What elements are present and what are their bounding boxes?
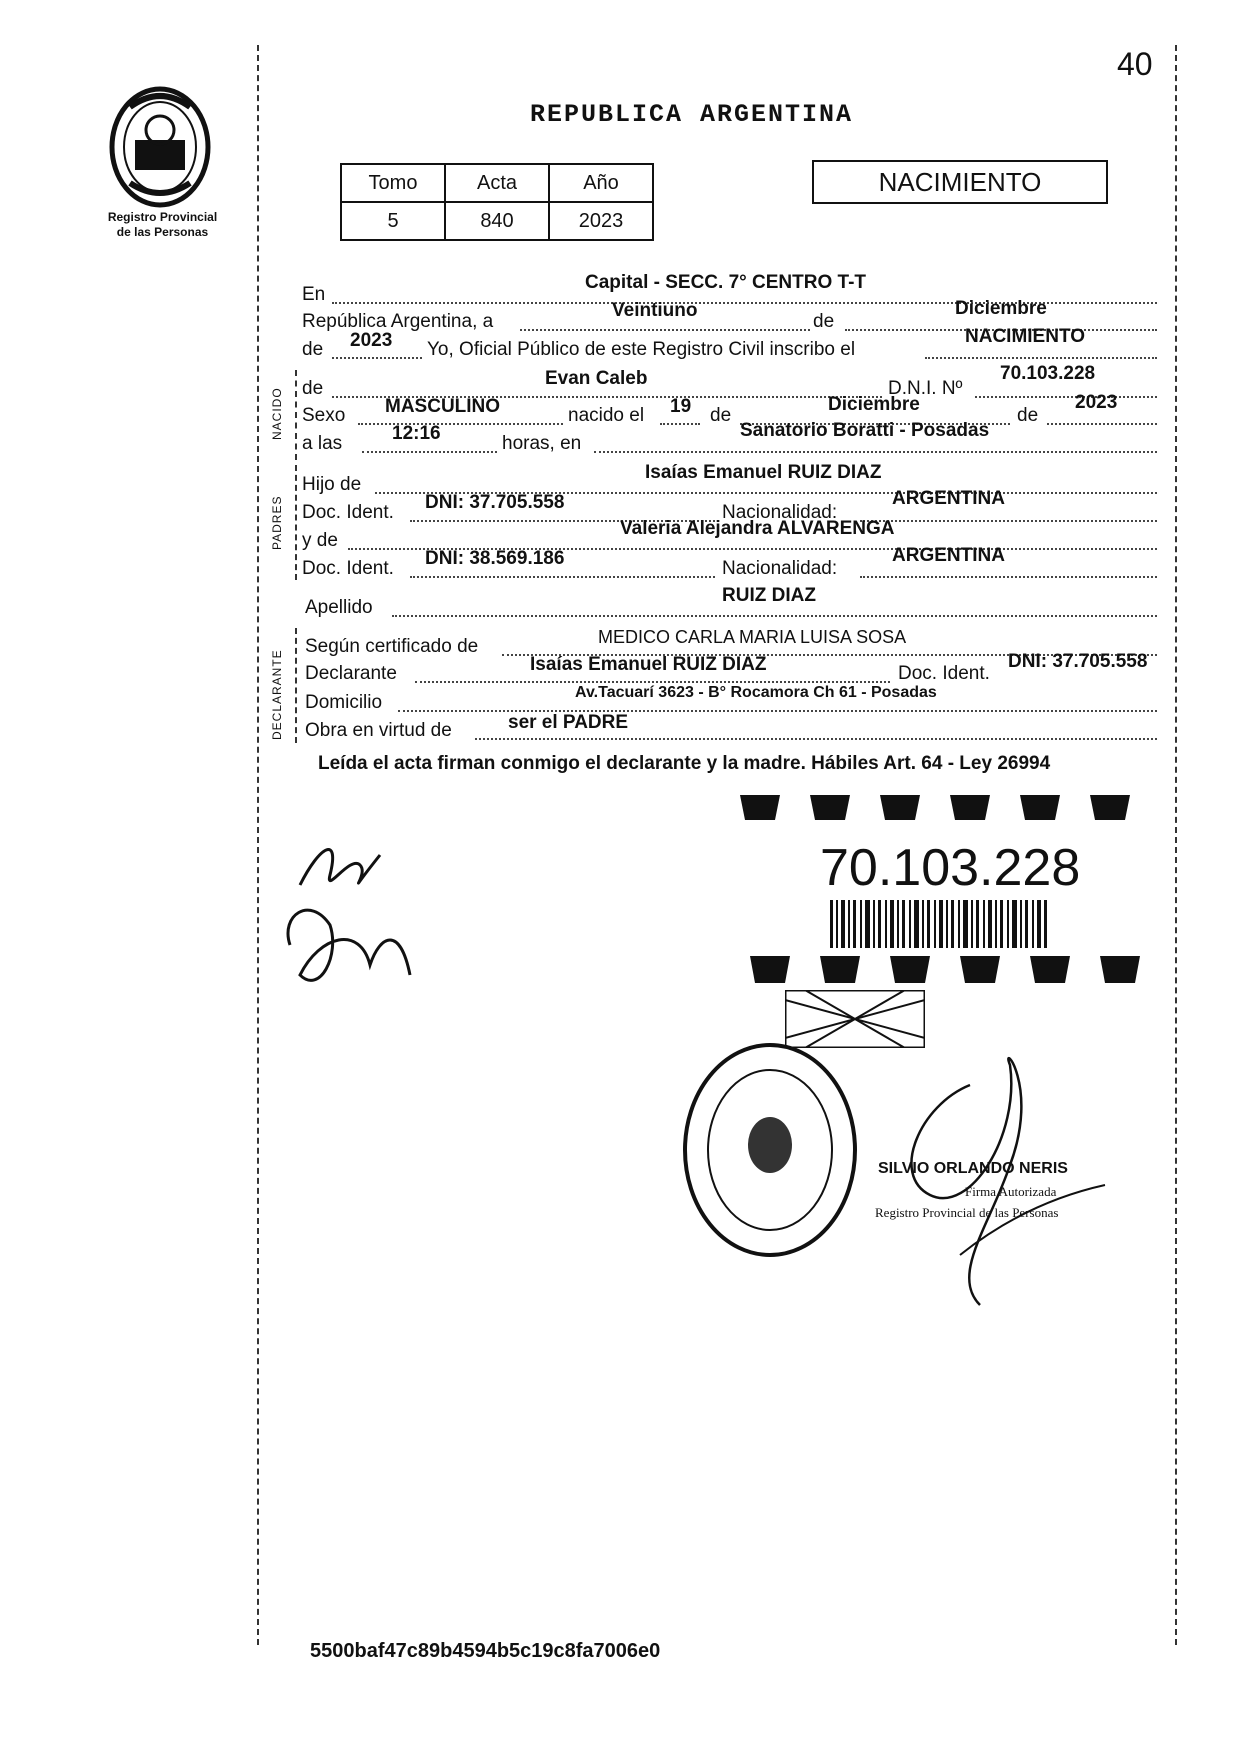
logo-caption [95, 210, 230, 240]
mother-nat-label: Nacionalidad: [722, 558, 838, 579]
province-seal-logo [105, 85, 215, 215]
barcode [830, 900, 1055, 948]
apellido-label: Apellido [305, 597, 373, 618]
en-label: En [302, 284, 326, 305]
yde-label: y de [302, 530, 338, 551]
declarante-doc-label: Doc. Ident. [898, 663, 990, 684]
page-number: 40 [1117, 46, 1153, 82]
value-acta: 840 [445, 202, 549, 240]
de3-label: de [302, 378, 324, 399]
signatory-role: Firma Autorizada [965, 1184, 1057, 1199]
certificado-value: MEDICO CARLA MARIA LUISA SOSA [598, 627, 907, 647]
nacido-label: nacido el [568, 405, 645, 426]
official-seal [680, 1040, 860, 1260]
mother-value: Valeria Alejandra ALVARENGA [620, 518, 895, 539]
document-title: REPUBLICA ARGENTINA [530, 100, 854, 129]
value-tomo: 5 [341, 202, 445, 240]
dni-value: 70.103.228 [1000, 363, 1096, 384]
inscribe-value: NACIMIENTO [965, 326, 1085, 347]
de2-label: de [302, 339, 324, 360]
obra-label: Obra en virtud de [305, 720, 452, 741]
father-nat-label: Nacionalidad: [722, 502, 838, 523]
security-pattern-bottom [745, 948, 1175, 988]
header-acta: Acta [445, 164, 549, 202]
sexo-label: Sexo [302, 405, 346, 426]
signatory-registry: Registro Provincial de las Personas [875, 1205, 1059, 1220]
father-doc-value: DNI: 37.705.558 [425, 492, 565, 513]
record-table-header-row [341, 164, 653, 202]
domicilio-value: Av.Tacuarí 3623 - B° Rocamora Ch 61 - Posadas [575, 684, 937, 701]
domicilio-label: Domicilio [305, 692, 383, 713]
record-table-value-row [341, 202, 653, 240]
dni-label: D.N.I. Nº [888, 378, 963, 399]
mother-doc-label: Doc. Ident. [302, 558, 394, 579]
republica-label: República Argentina, a [302, 311, 494, 332]
de-label: de [813, 311, 835, 332]
logo-caption-line2: de las Personas [116, 225, 209, 239]
father-doc-label: Doc. Ident. [302, 502, 394, 523]
record-table [340, 163, 654, 241]
declarante-side-label: DECLARANTE [270, 649, 284, 740]
padres-bracket [295, 465, 297, 580]
birth-year-value: 2023 [1075, 392, 1118, 413]
left-margin-line [257, 45, 259, 1645]
document-hash: 5500baf47c89b4594b5c19c8fa7006e0 [310, 1640, 661, 1662]
sexo-value: MASCULINO [385, 396, 501, 417]
year-value: 2023 [350, 330, 393, 351]
value-anio: 2023 [549, 202, 653, 240]
certificado-label: Según certificado de [305, 636, 479, 657]
child-name-value: Evan Caleb [545, 368, 648, 389]
time-value: 12:16 [392, 423, 441, 444]
record-type-box: NACIMIENTO [812, 160, 1108, 204]
alas-label: a las [302, 433, 343, 454]
closing-text: Leída el acta firman conmigo el declarante y la madre. Hábiles Art. 64 - Ley 26994 [318, 753, 1051, 774]
apellido-value: RUIZ DIAZ [722, 585, 816, 606]
de5-label: de [1017, 405, 1039, 426]
birth-month-value: Diciembre [828, 394, 920, 415]
horas-label: horas, en [502, 433, 582, 454]
mother-doc-value: DNI: 38.569.186 [425, 548, 565, 569]
declarante-label: Declarante [305, 663, 397, 684]
signatory-name: SILVIO ORLANDO NERIS [878, 1160, 1068, 1177]
logo-caption-line1: Registro Provincial [107, 210, 218, 224]
header-anio: Año [549, 164, 653, 202]
nacido-bracket [295, 370, 297, 460]
security-pattern-top [735, 785, 1175, 825]
declarante-doc-value: DNI: 37.705.558 [1008, 651, 1148, 672]
day-value: Veintiuno [612, 300, 698, 321]
right-margin-line [1175, 45, 1177, 1645]
hijo-label: Hijo de [302, 474, 362, 495]
obra-value: ser el PADRE [508, 712, 629, 733]
father-nat-value: ARGENTINA [892, 488, 1005, 509]
mother-nat-value: ARGENTINA [892, 545, 1005, 566]
declarant-signature [270, 825, 430, 1000]
stamp-dni: 70.103.228 [820, 839, 1081, 897]
official-signature [880, 1045, 1110, 1315]
declarante-bracket [295, 628, 297, 743]
birth-day-value: 19 [670, 396, 692, 417]
father-value: Isaías Emanuel RUIZ DIAZ [645, 462, 882, 483]
en-value: Capital - SECC. 7° CENTRO T-T [585, 272, 867, 293]
nacido-side-label: NACIDO [270, 387, 284, 440]
de4-label: de [710, 405, 732, 426]
oficial-text: Yo, Oficial Público de este Registro Civil inscribo el [427, 339, 856, 360]
month-value: Diciembre [955, 298, 1047, 319]
declarante-value: Isaías Emanuel RUIZ DIAZ [530, 654, 767, 675]
padres-side-label: PADRES [270, 495, 284, 550]
place-value: Sanatorio Boratti - Posadas [740, 420, 990, 441]
header-tomo: Tomo [341, 164, 445, 202]
